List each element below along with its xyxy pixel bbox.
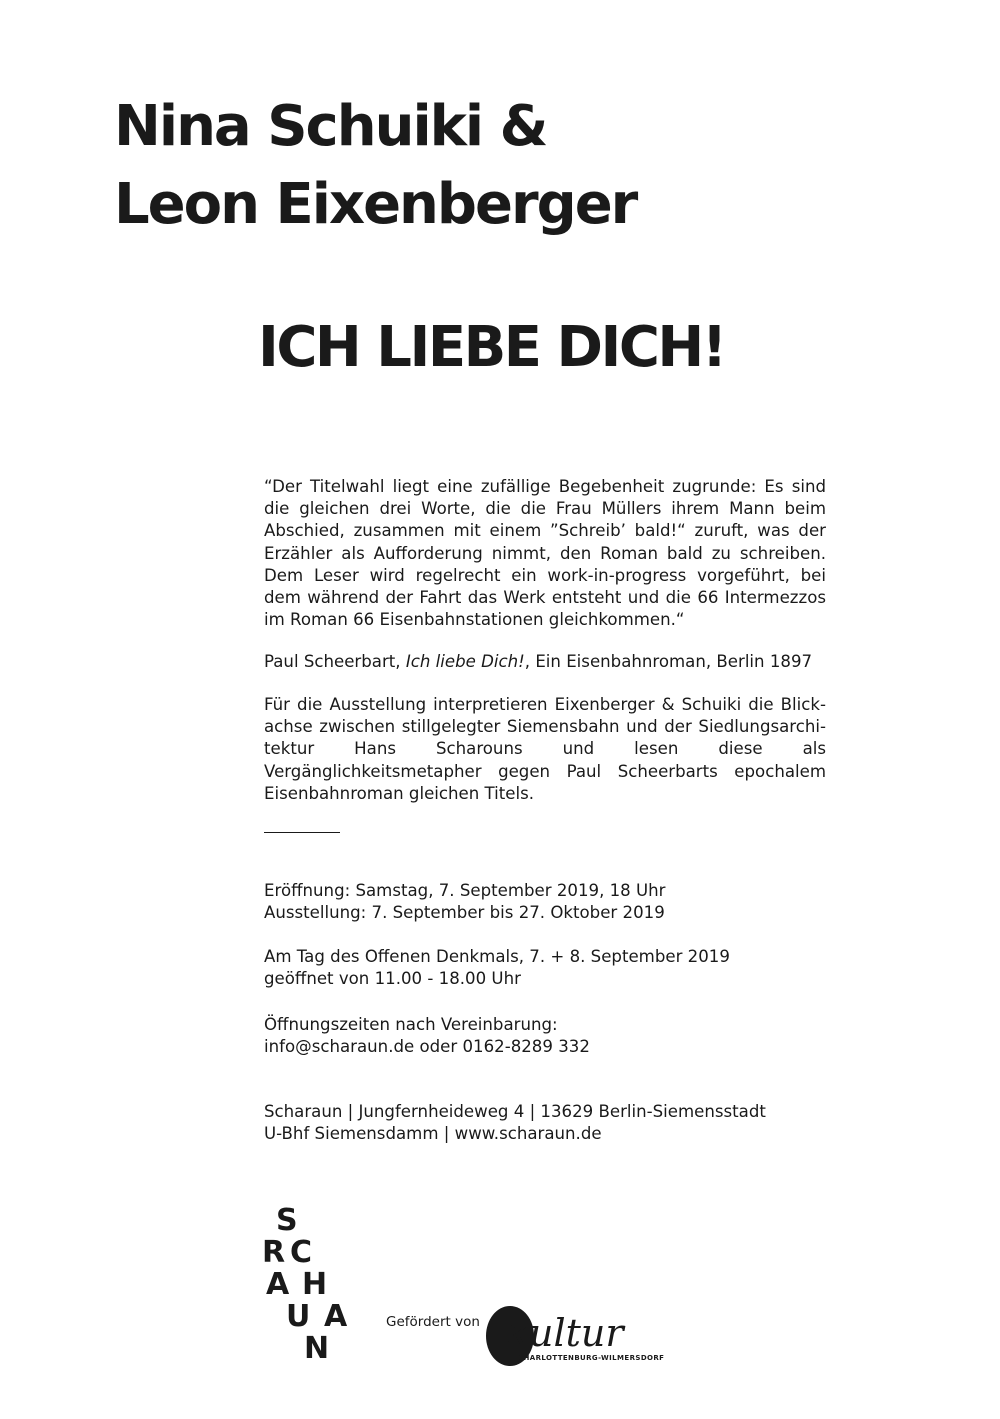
logo-letter: N bbox=[304, 1331, 330, 1366]
citation-author: Paul Scheerbart, bbox=[264, 652, 406, 671]
divider bbox=[264, 832, 340, 833]
kultur-logo-text: kultur bbox=[506, 1311, 624, 1355]
funding-label: Gefördert von bbox=[386, 1314, 480, 1330]
logo-letter: S bbox=[276, 1203, 298, 1238]
citation-rest: , Ein Eisenbahnroman, Berlin 1897 bbox=[524, 652, 813, 671]
opening-date: Eröffnung: Samstag, 7. September 2019, 18 Uhr bbox=[264, 881, 666, 900]
logo-letter: U bbox=[286, 1299, 311, 1334]
contact-info: info@scharaun.de oder 0162-8289 332 bbox=[264, 1037, 590, 1056]
address-line-1: Scharaun | Jungfernheideweg 4 | 13629 Berlin-Siemensstadt bbox=[264, 1102, 766, 1121]
exhibition-title: ICH LIEBE DICH! bbox=[258, 315, 725, 380]
logo-letter: A bbox=[266, 1267, 290, 1302]
logo-letter: C bbox=[290, 1235, 313, 1270]
exhibition-dates: Ausstellung: 7. September bis 27. Oktober 2019 bbox=[264, 903, 665, 922]
denkmal-hours: geöffnet von 11.00 - 18.00 Uhr bbox=[264, 969, 521, 988]
artist-line-2: Leon Eixenberger bbox=[114, 172, 637, 237]
denkmal-dates: Am Tag des Offenen Denkmals, 7. + 8. September 2019 bbox=[264, 947, 730, 966]
scheerbart-quote: “Der Titelwahl liegt eine zufällige Begebenheit zugrunde: Es sind die gleichen drei Worte, die die Frau Müllers ihrem Mann beim Abschied, zusammen mit einem ”Schreib’ bald!“ zuruft, was der Erzähler als Aufforderung nimmt, den Roman bald zu schreiben. Dem Leser wird regelrecht ein work-in-progress vorgeführt, bei dem während der Fahrt das Werk entsteht und die 66 Intermezzos im Roman 66 Eisenbahnstationen gleichkommen.“ bbox=[264, 477, 826, 630]
denkmal-block bbox=[264, 946, 730, 990]
address-block bbox=[264, 1101, 766, 1145]
quote-citation bbox=[264, 651, 826, 673]
logo-letter: A bbox=[324, 1299, 348, 1334]
address-line-2: U-Bhf Siemensdamm | www.scharaun.de bbox=[264, 1124, 602, 1143]
citation-work: Ich liebe Dich! bbox=[405, 652, 525, 671]
artist-line-1: Nina Schuiki & bbox=[114, 94, 547, 159]
hours-block bbox=[264, 1014, 590, 1058]
kultur-logo-subtitle: CHARLOTTENBURG-WILMERSDORF bbox=[518, 1354, 665, 1362]
dates-block bbox=[264, 880, 666, 924]
hours-label: Öffnungszeiten nach Vereinbarung: bbox=[264, 1015, 558, 1034]
logo-letter: R bbox=[262, 1235, 286, 1270]
logo-letter: H bbox=[302, 1267, 328, 1302]
scharaun-logo bbox=[258, 1203, 358, 1366]
artist-names bbox=[114, 88, 636, 244]
exhibition-statement: Für die Ausstellung interpretieren Eixenberger & Schuiki die Blickachse zwischen stillgelegter Siemensbahn und der Siedlungsarchitektur Hans Scharouns und lesen diese als Vergänglichkeitsmetapher gegen Paul Scheerbarts epochalem Eisenbahnroman gleichen Titels. bbox=[264, 695, 826, 803]
